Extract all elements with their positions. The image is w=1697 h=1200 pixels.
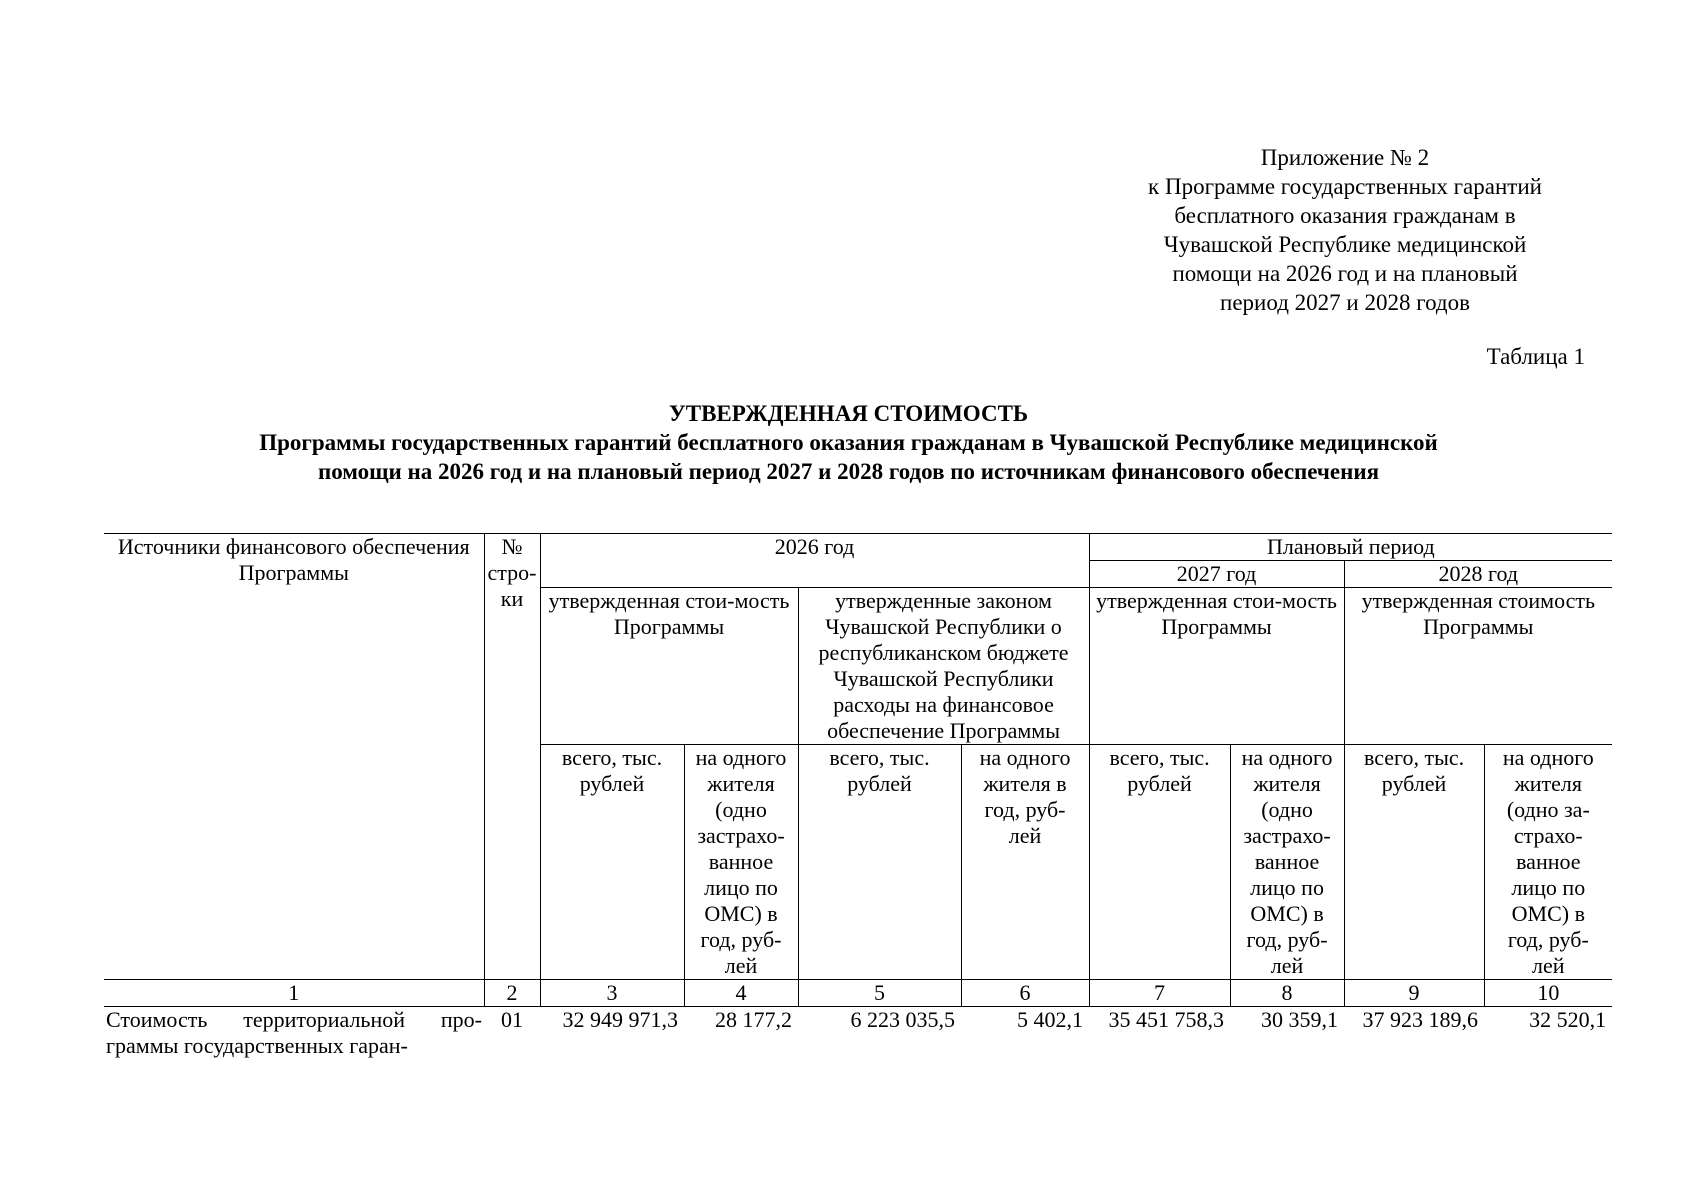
header-year-2028: 2028 год xyxy=(1344,561,1612,588)
cell-per-insured-2028: 32 520,1 xyxy=(1484,1007,1612,1060)
cell-total-2028: 37 923 189,6 xyxy=(1344,1007,1484,1060)
header-approved-cost-2027: утвержденная стои-мость Программы xyxy=(1089,588,1344,745)
cell-total-law: 6 223 035,5 xyxy=(798,1007,961,1060)
header-total-2026: всего, тыс. рублей xyxy=(540,745,684,980)
column-number: 1 xyxy=(104,980,484,1007)
cell-total-2027: 35 451 758,3 xyxy=(1089,1007,1230,1060)
header-total-2027: всего, тыс. рублей xyxy=(1089,745,1230,980)
cost-table xyxy=(104,533,1612,1059)
cell-per-insured-2026: 28 177,2 xyxy=(684,1007,798,1060)
header-planned-period: Плановый период xyxy=(1089,534,1612,561)
table-number: Таблица 1 xyxy=(1486,344,1585,369)
appendix-line: период 2027 и 2028 годов xyxy=(1220,290,1470,315)
header-total-2028: всего, тыс. рублей xyxy=(1344,745,1484,980)
column-number: 3 xyxy=(540,980,684,1007)
header-per-resident-law: на одного жителя в год, руб- лей xyxy=(961,745,1089,980)
header-per-insured-2027: на одного жителя (одно застрахо- ванное лицо по ОМС) в год, руб- лей xyxy=(1230,745,1344,980)
title-line-1: УТВЕРЖДЕННАЯ СТОИМОСТЬ xyxy=(668,401,1029,426)
appendix-line: Чувашской Республике медицинской xyxy=(1163,232,1527,257)
header-year-2026: 2026 год xyxy=(540,534,1089,588)
title-line-3: помощи на 2026 год и на плановый период 2027 и 2028 годов по источникам финансового обеспечения xyxy=(317,459,1380,484)
document-title xyxy=(0,399,1697,486)
column-number: 7 xyxy=(1089,980,1230,1007)
cell-per-resident-law: 5 402,1 xyxy=(961,1007,1089,1060)
column-number: 2 xyxy=(484,980,540,1007)
header-law-expenses: утвержденные законом Чувашской Республики о республиканском бюджете Чувашской Республики расходы на финансовое обеспечение Программы xyxy=(798,588,1089,745)
header-approved-cost-2028: утвержденная стоимость Программы xyxy=(1344,588,1612,745)
appendix-line: бесплатного оказания гражданам в xyxy=(1174,203,1516,228)
cell-total-2026: 32 949 971,3 xyxy=(540,1007,684,1060)
column-number: 9 xyxy=(1344,980,1484,1007)
header-total-law: всего, тыс. рублей xyxy=(798,745,961,980)
column-number: 4 xyxy=(684,980,798,1007)
header-year-2027: 2027 год xyxy=(1089,561,1344,588)
appendix-line: Приложение № 2 xyxy=(1260,145,1430,170)
column-number: 6 xyxy=(961,980,1089,1007)
header-per-insured-2026: на одного жителя (одно застрахо- ванное лицо по ОМС) в год, руб- лей xyxy=(684,745,798,980)
column-number-row xyxy=(104,980,1612,1007)
appendix-line: помощи на 2026 год и на плановый xyxy=(1172,261,1518,286)
title-line-2: Программы государственных гарантий бесплатного оказания гражданам в Чувашской Республике медицинской xyxy=(259,430,1438,455)
row-code: 01 xyxy=(484,1007,540,1060)
appendix-block xyxy=(1110,143,1580,317)
header-row-1 xyxy=(104,534,1612,561)
header-sources: Источники финансового обеспечения Программы xyxy=(104,534,484,980)
cell-per-insured-2027: 30 359,1 xyxy=(1230,1007,1344,1060)
column-number: 10 xyxy=(1484,980,1612,1007)
header-approved-cost-2026: утвержденная стои-мость Программы xyxy=(540,588,798,745)
appendix-line: к Программе государственных гарантий xyxy=(1148,174,1542,199)
column-number: 8 xyxy=(1230,980,1344,1007)
column-number: 5 xyxy=(798,980,961,1007)
table-row xyxy=(104,1007,1612,1060)
header-per-insured-2028: на одного жителя (одно за- страхо- ванное лицо по ОМС) в год, руб- лей xyxy=(1484,745,1612,980)
row-label: Стоимость территориальной про-граммы государственных гаран- xyxy=(106,1007,482,1058)
header-row-number: № стро- ки xyxy=(484,534,540,980)
